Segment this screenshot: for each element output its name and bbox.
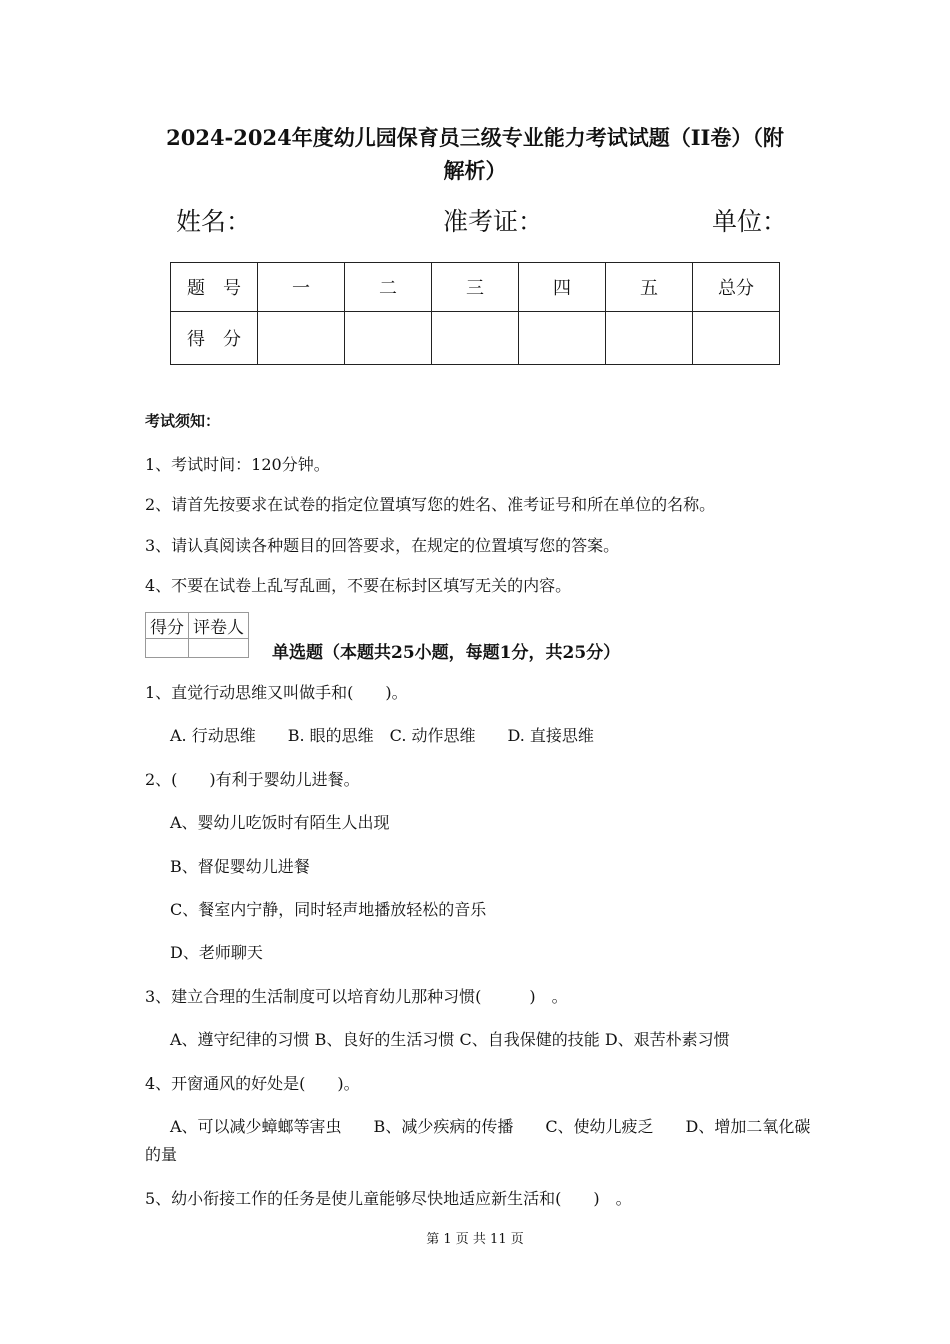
grader-box <box>145 612 249 658</box>
exam-id-label: 准考证： <box>443 207 544 236</box>
question-option: C、餐室内宁静，同时轻声地播放轻松的音乐 <box>170 900 487 919</box>
question-options: A. 行动思维 B. 眼的思维 C. 动作思维 D. 直接思维 <box>170 726 594 745</box>
score-cell-total <box>693 312 780 365</box>
question-stem: 3、建立合理的生活制度可以培育幼儿那种习惯( ) 。 <box>145 987 568 1006</box>
score-header-total: 总分 <box>693 263 780 312</box>
grader-score-label: 得分 <box>146 613 189 639</box>
question-stem: 1、直觉行动思维又叫做手和( )。 <box>145 683 408 702</box>
question-options-continued: 的量 <box>145 1145 178 1164</box>
question-stem: 4、开窗通风的好处是( )。 <box>145 1074 360 1093</box>
section-title: 单选题（本题共25小题，每题1分，共25分） <box>272 643 621 663</box>
notice-item: 1、考试时间：120分钟。 <box>145 455 330 474</box>
score-cell-1 <box>258 312 345 365</box>
score-cell-4 <box>519 312 606 365</box>
question-option: B、督促婴幼儿进餐 <box>170 857 310 876</box>
notice-item: 3、请认真阅读各种题目的回答要求，在规定的位置填写您的答案。 <box>145 536 620 555</box>
page-title-continued: 解析） <box>443 158 507 183</box>
score-header-label: 题 号 <box>171 263 258 312</box>
score-header-5: 五 <box>606 263 693 312</box>
page-title: 2024-2024年度幼儿园保育员三级专业能力考试试题（II卷）（附 <box>166 125 784 150</box>
score-cell-3 <box>432 312 519 365</box>
page-footer: 第 1 页 共 11 页 <box>426 1232 524 1247</box>
score-header-3: 三 <box>432 263 519 312</box>
grader-name-cell <box>189 639 249 658</box>
name-label: 姓名： <box>176 207 252 236</box>
score-table <box>170 262 780 365</box>
score-header-1: 一 <box>258 263 345 312</box>
notice-item: 4、不要在试卷上乱写乱画，不要在标封区填写无关的内容。 <box>145 576 572 595</box>
question-options: A、可以减少蟑螂等害虫 B、减少疾病的传播 C、使幼儿疲乏 D、增加二氧化碳 <box>170 1117 811 1136</box>
unit-label: 单位： <box>712 207 788 236</box>
question-option: D、老师聊天 <box>170 943 263 962</box>
question-stem: 2、( )有利于婴幼儿进餐。 <box>145 770 360 789</box>
score-header-2: 二 <box>345 263 432 312</box>
score-cell-5 <box>606 312 693 365</box>
question-stem: 5、幼小衔接工作的任务是使儿童能够尽快地适应新生活和( ) 。 <box>145 1189 632 1208</box>
score-header-4: 四 <box>519 263 606 312</box>
question-option: A、婴幼儿吃饭时有陌生人出现 <box>170 813 390 832</box>
score-cell-2 <box>345 312 432 365</box>
grader-name-label: 评卷人 <box>189 613 249 639</box>
notice-item: 2、请首先按要求在试卷的指定位置填写您的姓名、准考证号和所在单位的名称。 <box>145 495 716 514</box>
score-row-label: 得 分 <box>171 312 258 365</box>
notice-heading: 考试须知： <box>145 412 221 430</box>
question-options: A、遵守纪律的习惯 B、良好的生活习惯 C、自我保健的技能 D、艰苦朴素习惯 <box>170 1030 730 1049</box>
grader-score-cell <box>146 639 189 658</box>
